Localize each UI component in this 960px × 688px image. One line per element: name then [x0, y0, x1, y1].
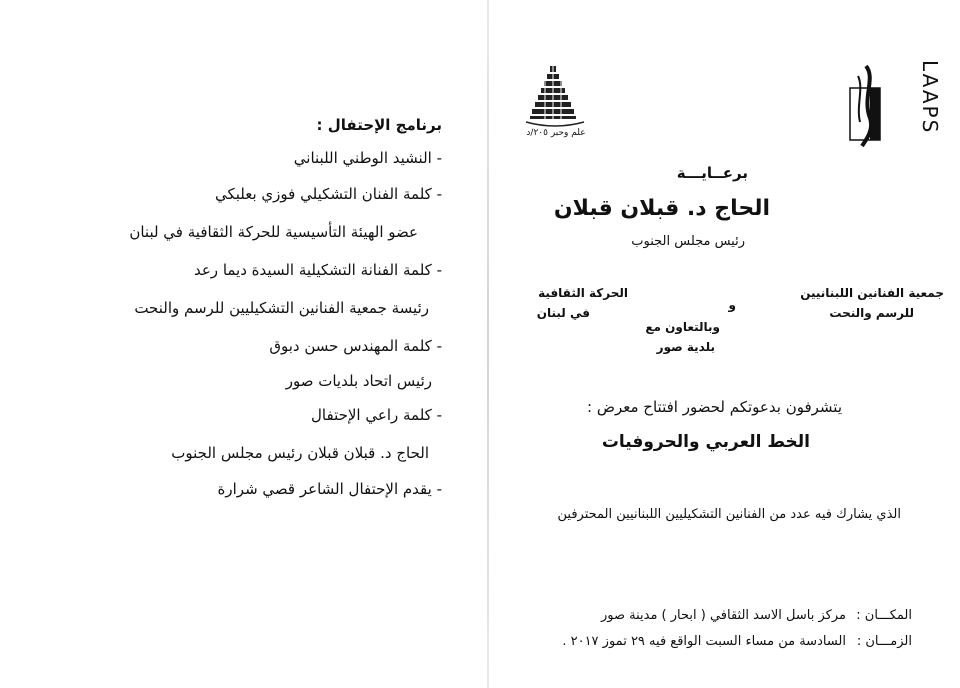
cultural-movement-logo	[520, 62, 590, 132]
program-item: رئيس اتحاد بلديات صور	[285, 372, 432, 390]
page-fold	[487, 0, 489, 688]
cultural-logo-caption: علم وحبر ٢٠٥/د	[526, 128, 586, 138]
patronage-label: برعــايـــة	[676, 164, 748, 182]
program-item: - كلمة المهندس حسن دبوق	[269, 337, 442, 355]
place-value: مركز باسل الاسد الثقافي ( ابحار ) مدينة صور	[600, 608, 846, 623]
organizer-right-line1: الحركة الثقافية	[538, 286, 628, 300]
organizer-left-line1: جمعية الفنانين اللبنانيين	[800, 286, 944, 300]
time-value: السادسة من مساء السبت الواقع فيه ٢٩ تموز ٢٠١٧ .	[562, 634, 846, 649]
time-label: الزمـــان :	[856, 634, 912, 649]
invitation-text: يتشرفون بدعوتكم لحضور افتتاح معرض :	[587, 398, 842, 416]
program-title: برنامج الإحتفال :	[316, 116, 442, 134]
organizer-right-line2: في لبنان	[536, 306, 590, 320]
program-item: - النشيد الوطني اللبناني	[293, 149, 442, 167]
cooperation-municipality: بلدية صور	[656, 340, 715, 354]
program-item: - كلمة الفنان التشكيلي فوزي بعلبكي	[214, 185, 442, 203]
program-item: - كلمة الفنانة التشكيلية السيدة ديما رعد	[193, 261, 442, 279]
program-item: - يقدم الإحتفال الشاعر قصي شرارة	[217, 480, 442, 498]
organizer-left-line2: للرسم والنحت	[829, 306, 914, 320]
patron-name: الحاج د. قبلان قبلان	[553, 196, 770, 221]
program-item: - كلمة راعي الإحتفال	[311, 406, 442, 424]
organizer-and: و	[728, 298, 736, 312]
cooperation-label: وبالتعاون مع	[645, 320, 720, 334]
laaps-logo-text: LAAPS	[918, 60, 942, 135]
exhibition-title: الخط العربي والحروفيات	[601, 432, 810, 452]
program-item: الحاج د. قبلان قبلان رئيس مجلس الجنوب	[171, 444, 429, 462]
place-label: المكـــان :	[856, 608, 912, 623]
participants-text: الذي يشارك فيه عدد من الفنانين التشكيليين اللبنانيين المحترفين	[557, 507, 901, 522]
patron-title: رئيس مجلس الجنوب	[631, 234, 745, 249]
program-item: عضو الهيئة التأسيسية للحركة الثقافية في لبنان	[129, 223, 418, 241]
program-item: رئيسة جمعية الفنانين التشكيليين للرسم والنحت	[134, 299, 429, 317]
